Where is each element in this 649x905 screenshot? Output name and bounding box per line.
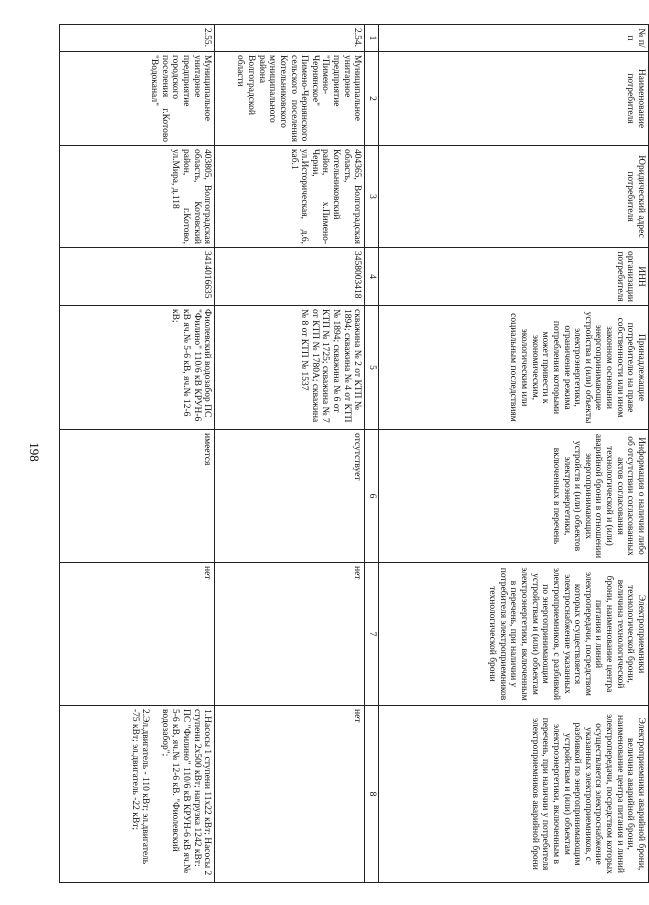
consumer-acts: отсутствует: [215, 430, 365, 563]
header-acts: Информация о наличии либо об отсутствии согласованных актов согласования технологической и (или) аварийной брони в отношении энергопринимающих устройств и (или) объектов электроэнергетики, включенных в перечень: [379, 430, 649, 563]
column-number: 1: [365, 25, 379, 52]
column-number: 3: [365, 146, 379, 248]
column-numbers-row: [365, 25, 379, 883]
emergency-reserve-text: 1.Насосы 1 ступени 11х22 кВт; Насосы 2 ступени 2х500 кВт; нагрузка 1242 кВт: ПС "Филино" 110/6 кВ КРУН-6 кВ яч.№ 5-6 кВ, яч.№ 12-6 кВ. "Фиолевский водозабор";: [159, 709, 213, 876]
consumer-tech-reserve: нет: [60, 563, 215, 706]
consumer-emergency-reserve: [215, 706, 365, 883]
consumer-inn: 3458003418: [215, 248, 365, 306]
emergency-reserve-extra: 2.Эл.двигатель - 110 кВт; эл.двигатель -75 кВт; эл.двигатель -22 кВт;: [129, 709, 151, 865]
table-row: [215, 25, 365, 883]
consumer-acts: имеется: [60, 430, 215, 563]
header-address: Юридический адрес потребителя: [379, 146, 649, 248]
emergency-reserve-text: нет: [352, 709, 363, 723]
header-inn: ИНН организации потребителя: [379, 248, 649, 306]
consumer-devices: Фиолевский водозабор ПС "Филино" 110/6 кВ КРУН-6 кВ яч.№ 5-6 кВ, яч.№ 12-6 кВ;: [60, 306, 215, 430]
column-number: 5: [365, 306, 379, 430]
row-number: 2.54.: [215, 25, 365, 52]
consumer-inn: 3414016635: [60, 248, 215, 306]
consumers-table: [59, 24, 649, 883]
consumer-devices: скважина № 2 от КТП № 1894; скважина № 4 от КТП № 1894; скважина № 6 от КТП № 1725; скважина № 7 от КТП № 1780А; скважина № 8 от КТП № 1537: [215, 306, 365, 430]
header-tech-reserve: Электроприемники технологической брони, величина технологической брони, наименование центра питания и линий электропередачи, посредством которых осуществляется электроснабжение указанных электроприемников, с разбивкой по энергопринимающим устройствам и (или) объектам электроэнергетики, включенным в перечень, при наличии у потребителя электроприемников технологической брони: [379, 563, 649, 706]
consumer-emergency-reserve: [60, 706, 215, 883]
header-row: [379, 25, 649, 883]
consumer-address: 403805, Волгоградская область, Котовский район, г.Котово, ул.Мира, д.118: [60, 146, 215, 248]
header-name: Наименование потребителя: [379, 52, 649, 146]
table-row: [60, 25, 215, 883]
header-devices: Принадлежащие потребителю на праве собственности или ином законном основании энергопринимающие устройства и (или) объекты электроэнергетики, ограничение режима потребления которыми может привести к экономическим, экологическим или социальным последствиям: [379, 306, 649, 430]
consumer-tech-reserve: нет: [215, 563, 365, 706]
row-number: 2.55.: [60, 25, 215, 52]
consumer-address: 404365, Волгоградская область, Котельниковский район, х.Пимено-Черни, ул.Историческая, д.6, каб.1: [215, 146, 365, 248]
column-number: 7: [365, 563, 379, 706]
header-emergency-reserve: Электроприемники аварийной брони, величина аварийной брони, наименование центра питания и линий электропередачи, посредством которых осуществляется электроснабжение указанных электроприемников, с разбивкой по энергопринимающим устройствам и (или) объектам электроэнергетики, включенным в перечень, при наличии у потребителя электроприемников аварийной брони: [379, 706, 649, 883]
column-number: 6: [365, 430, 379, 563]
header-num: № п/п: [379, 25, 649, 52]
column-number: 4: [365, 248, 379, 306]
column-number: 8: [365, 706, 379, 883]
page-number-text: 198: [27, 442, 42, 462]
consumer-name: Муниципальное унитарное предприятие "Пимено-Чернянское" Пимено-Чернянского сельского поселения Котельниковского муниципального района Волгоградской области: [215, 52, 365, 146]
consumer-name: Муниципальное унитарное предприятие городского поселения г.Котово "Водоканал": [60, 52, 215, 146]
column-number: 2: [365, 52, 379, 146]
